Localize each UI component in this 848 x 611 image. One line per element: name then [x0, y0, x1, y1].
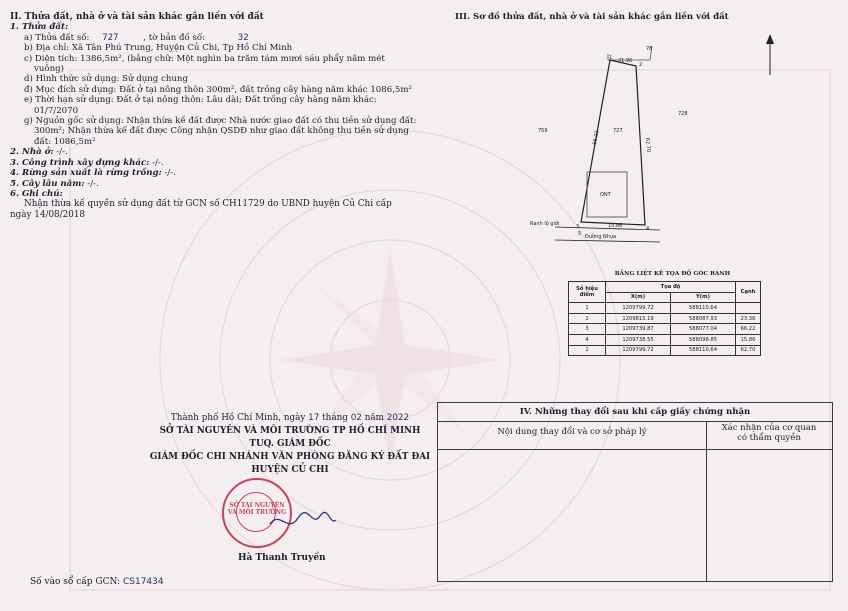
section-iii-title: III. Sơ đồ thửa đất, nhà ở và tài sản khác gắn liền với đất — [455, 12, 729, 22]
road-edge-label: Ranh lộ giới — [530, 221, 560, 227]
length-right: 62.70 — [644, 137, 652, 153]
label-parcel-759: 759 — [538, 128, 548, 134]
parcel-number: 727 — [102, 32, 119, 43]
label-point-5: 5 — [578, 231, 582, 237]
north-arrow — [766, 34, 774, 75]
changes-table — [437, 402, 833, 582]
table-row: 1 1209799.72 588110.64 — [569, 303, 761, 314]
table-row: 4 1209738.55 588096.85 15.86 — [569, 334, 761, 345]
coord-header-y: Y(m) — [671, 292, 736, 303]
tuq-line: TUQ. GIÁM ĐỐC — [249, 439, 331, 449]
table-row: 1 1209799.72 588110.64 62.70 — [569, 345, 761, 356]
coord-table-title: BẢNG LIỆT KÊ TỌA ĐỘ GÓC RANH — [614, 271, 731, 277]
section-iv-title: IV. Những thay đổi sau khi cấp giấy chứng nhận — [438, 403, 832, 422]
signature-block — [110, 412, 470, 477]
label-parcel-728: 728 — [678, 111, 688, 117]
coord-table — [568, 281, 761, 356]
section-ii-title: II. Thửa đất, nhà ở và tài sản khác gắn liền với đất — [10, 12, 264, 22]
changes-col-confirm: Xác nhận của cơ quan có thẩm quyền — [721, 423, 817, 443]
area-row: c) Diện tích: 1386,5m², (bằng chữ: Một nghìn ba trăm tám mươi sáu phẩy năm mét — [24, 53, 385, 64]
gcn-number: CS17434 — [122, 577, 164, 587]
issue-day: 17 — [308, 413, 320, 423]
address-row: b) Địa chỉ: Xã Tân Phú Trung, Huyện Củ Chi, Tp Hồ Chí Minh — [24, 43, 293, 54]
house-row: 2. Nhà ở: -/-. — [10, 147, 68, 158]
usage-form-row: d) Hình thức sử dụng: Sử dụng chung — [24, 74, 188, 85]
usage-purpose-row: đ) Mục đích sử dụng: Đất ở tại nông thôn 300m², đất trồng cây hàng năm khác 1086,5m² — [24, 84, 412, 95]
label-point-4: 4 — [646, 226, 650, 232]
label-parcel-78: 78 — [646, 46, 653, 52]
label-point-1-top: 1 — [609, 55, 613, 61]
map-sheet-number: 32 — [237, 32, 249, 43]
length-top: 21.96 — [618, 58, 633, 64]
issue-month: 02 — [350, 413, 362, 423]
parcel-number-row: a) Thửa đất số: 727 , tờ bản đồ số: 32 — [24, 32, 249, 43]
note-line-1: Nhận thừa kế quyền sử dụng đất từ GCN số CH11729 do UBND huyện Củ Chi cấp — [24, 199, 392, 210]
gcn-register: Số vào sổ cấp GCN: CS17434 — [30, 577, 164, 587]
origin-row-cont2: đất: 1086,5m² — [34, 136, 96, 147]
forest-row: 4. Rừng sản xuất là rừng trồng: -/-. — [10, 168, 176, 179]
usage-term-cont: 01/7/2070 — [34, 105, 79, 116]
length-bottom: 15.86 — [608, 223, 623, 229]
other-construction-row: 3. Công trình xây dựng khác: -/-. — [10, 157, 164, 168]
note-line-2: ngày 14/08/2018 — [10, 209, 86, 220]
signer-role-2: HUYỆN CỦ CHI — [251, 465, 329, 475]
changes-col-content: Nội dung thay đổi và cơ sở pháp lý — [438, 421, 707, 449]
signer-role-1: GIÁM ĐỐC CHI NHÁNH VĂN PHÒNG ĐĂNG KÝ ĐẤT ĐAI — [149, 452, 431, 462]
origin-row: g) Nguồn gốc sử dụng: Nhận thừa kế đất được Nhà nước giao đất có thu tiền sử dụng đất: — [24, 116, 417, 127]
origin-row-cont: 300m²; Nhận thừa kế đất được Công nhận QSDĐ như giao đất không thu tiền sử dụng — [34, 126, 409, 137]
label-ont: ONT — [600, 192, 611, 198]
land-parcel-heading: 1. Thửa đất: — [10, 22, 69, 33]
table-row: 3 1209739.87 588077.04 66.22 — [569, 324, 761, 335]
label-parcel-727: 727 — [613, 128, 623, 134]
handwritten-signature — [268, 506, 338, 536]
area-row-cont: vuông) — [34, 64, 64, 75]
issue-year: 2022 — [386, 413, 410, 423]
usage-term-row: e) Thời hạn sử dụng: Đất ở tại nông thôn: Lâu dài; Đất trồng cây hàng năm khác: — [24, 95, 377, 106]
parcel-727-outline — [581, 60, 645, 225]
notes-heading: 6. Ghi chú: — [10, 188, 63, 199]
length-left: 66.22 — [592, 130, 601, 146]
label-point-2: 2 — [639, 62, 643, 68]
issuing-org: SỞ TÀI NGUYÊN VÀ MÔI TRƯỜNG TP HỒ CHÍ MINH — [159, 426, 421, 436]
section-ii — [10, 12, 430, 220]
signer-name: Hà Thanh Truyền — [238, 553, 326, 563]
issue-date: Thành phố Hồ Chí Minh, ngày 17 tháng 02 năm 2022 — [170, 413, 410, 423]
coord-header-coords: Tọa độ — [606, 282, 736, 293]
parcel-sketch — [500, 30, 800, 270]
table-row: 2 1209815.19 588087.93 23.36 — [569, 313, 761, 324]
label-point-3: 3 — [576, 224, 580, 230]
seal-text: SỞ TÀI NGUYÊN VÀ MÔI TRƯỜNG — [227, 502, 287, 516]
road-label: Đường Nhựa — [585, 234, 617, 240]
perennial-row: 5. Cây lâu năm: -/-. — [10, 178, 99, 189]
coord-header-x: X(m) — [606, 292, 671, 303]
coord-header-point: Số hiệu điểm — [569, 282, 606, 303]
coord-header-edge: Cạnh — [736, 282, 761, 303]
